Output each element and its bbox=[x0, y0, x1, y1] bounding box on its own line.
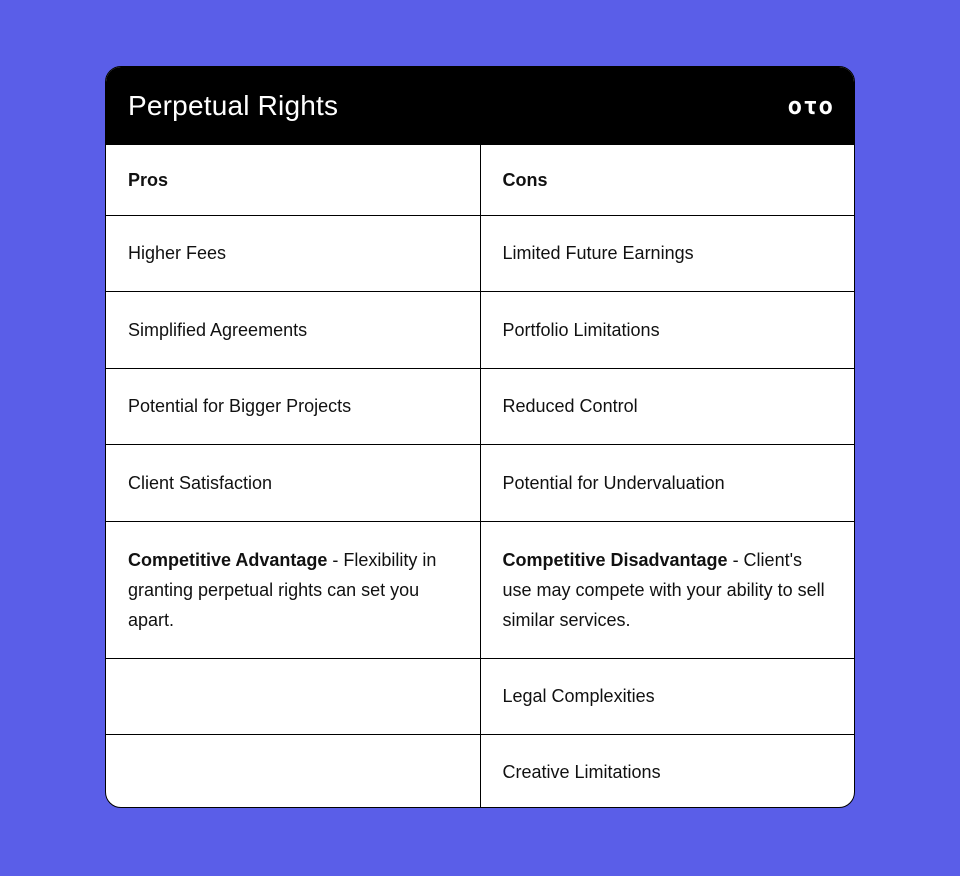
table-row bbox=[106, 658, 854, 735]
con-cell: Limited Future Earnings bbox=[480, 215, 854, 292]
table-row bbox=[106, 735, 854, 809]
table-row bbox=[106, 292, 854, 369]
con-detail: - Client's use may compete with your ability to sell similar services. bbox=[502, 549, 825, 630]
table-row bbox=[106, 521, 854, 658]
con-cell: Potential for Undervaluation bbox=[480, 445, 854, 522]
table-row bbox=[106, 368, 854, 445]
con-cell: Creative Limitations bbox=[502, 761, 661, 782]
pro-detail: - Flexibility in granting perpetual rights can set you apart. bbox=[128, 549, 437, 630]
pro-emphasis: Competitive Advantage bbox=[128, 549, 328, 570]
table-row bbox=[106, 215, 854, 292]
con-cell bbox=[480, 521, 854, 658]
con-emphasis: Competitive Disadvantage bbox=[502, 549, 728, 570]
pro-cell bbox=[106, 521, 480, 658]
brand-logo: oτo bbox=[787, 92, 834, 120]
pro-cell bbox=[106, 658, 480, 735]
pro-cell: Client Satisfaction bbox=[106, 445, 480, 522]
cons-column-header: Cons bbox=[480, 145, 854, 215]
pros-cons-card bbox=[105, 66, 855, 808]
pro-cell: Potential for Bigger Projects bbox=[106, 368, 480, 445]
pros-column-header: Pros bbox=[106, 145, 480, 215]
pro-cell: Simplified Agreements bbox=[106, 292, 480, 369]
con-cell: Portfolio Limitations bbox=[480, 292, 854, 369]
table-row bbox=[106, 445, 854, 522]
card-title: Perpetual Rights bbox=[128, 90, 339, 121]
pro-cell: Higher Fees bbox=[106, 215, 480, 292]
table-header-row bbox=[106, 145, 854, 215]
con-cell: Legal Complexities bbox=[480, 658, 854, 735]
pros-cons-table bbox=[106, 145, 854, 808]
pro-cell bbox=[106, 735, 480, 809]
con-cell: Reduced Control bbox=[480, 368, 854, 445]
card-header bbox=[106, 67, 854, 145]
